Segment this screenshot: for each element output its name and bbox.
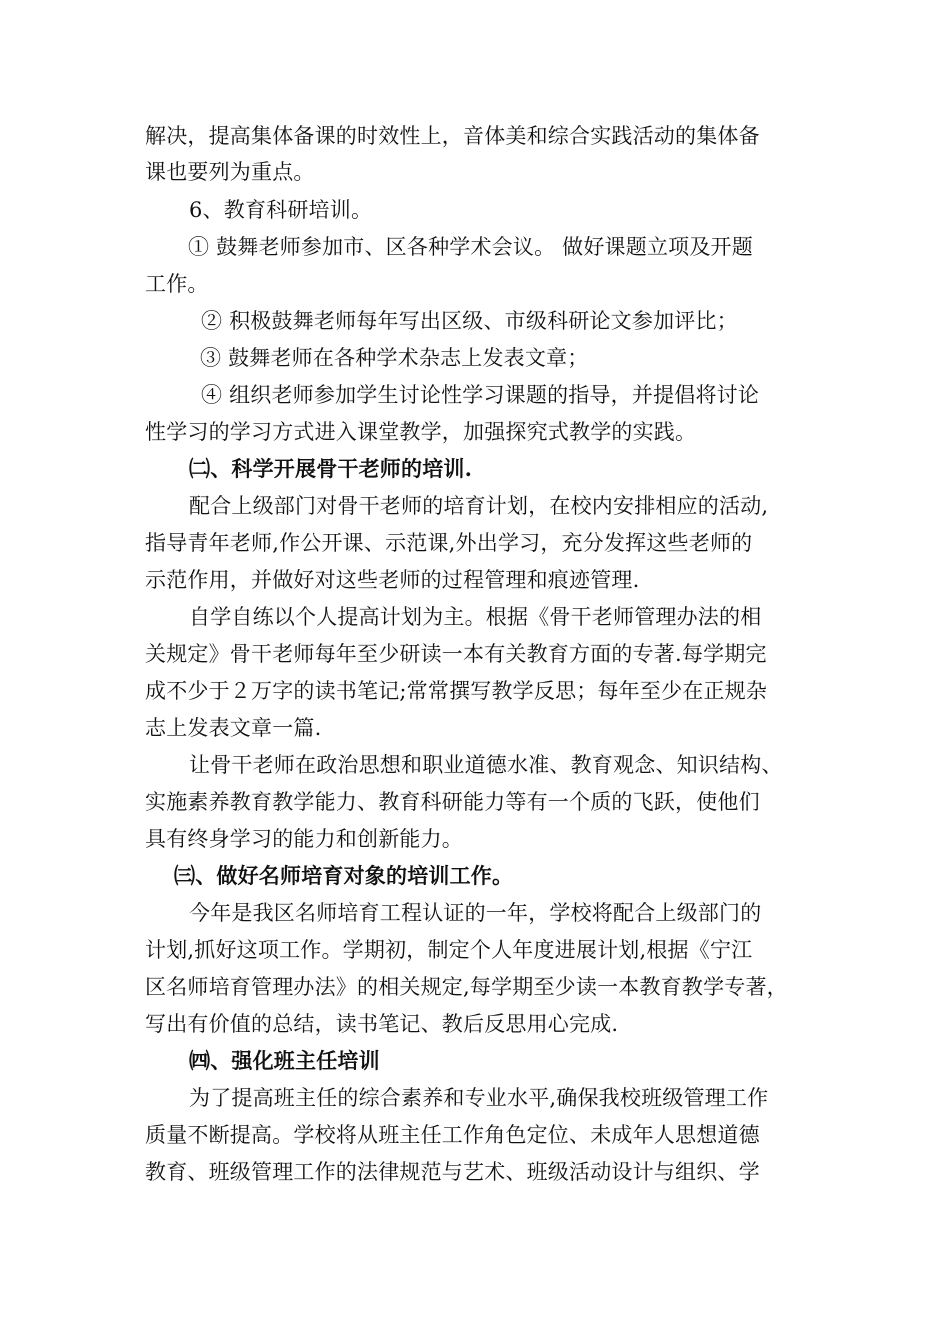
text-line: 示范作用，并做好对这些老师的过程管理和痕迹管理. [145,568,640,592]
text-line: 质量不断提高。学校将从班主任工作角色定位、未成年人思想道德 [145,1123,760,1147]
text-line: 配合上级部门对骨干老师的培育计划，在校内安排相应的活动, [189,494,769,518]
text-line: 区名师培育管理办法》的相关规定,每学期至少读一本教育教学专著， [145,975,788,999]
text-line: 自学自练以个人提高计划为主。根据《骨干老师管理办法的相 [189,605,762,629]
text-line: 6、教育科研培训。 [189,198,373,222]
text-line: ② 积极鼓舞老师每年写出区级、市级科研论文参加评比； [201,309,738,333]
text-line: ③ 鼓舞老师在各种学术杂志上发表文章； [200,346,589,370]
section-heading: ㈡、科学开展骨干老师的培训. [189,456,473,481]
text-line: 具有终身学习的能力和创新能力。 [145,827,463,851]
section-heading: ㈢、做好名师培育对象的培训工作。 [174,863,514,888]
text-line: 关规定》骨干老师每年至少研读一本有关教育方面的专著.每学期完 [145,642,767,666]
text-line: 指导青年老师,作公开课、示范课,外出学习，充分发挥这些老师的 [145,531,753,555]
text-line: ① 鼓舞老师参加市、区各种学术会议。 做好课题立项及开题 [188,235,753,259]
text-line: 解决，提高集体备课的时效性上，音体美和综合实践活动的集体备 [145,124,760,148]
text-line: 写出有价值的总结，读书笔记、教后反思用心完成. [145,1012,619,1036]
text-line: 为了提高班主任的综合素养和专业水平,确保我校班级管理工作 [189,1086,769,1110]
text-line: 志上发表文章一篇. [145,716,322,740]
text-line: 教育、班级管理工作的法律规范与艺术、班级活动设计与组织、学 [145,1160,760,1184]
text-line: 课也要列为重点。 [145,160,315,184]
text-line: ④ 组织老师参加学生讨论性学习课题的指导，并提倡将讨论 [201,383,760,407]
text-line: 成不少于２万字的读书笔记;常常撰写教学反思；每年至少在正规杂 [145,679,768,703]
text-line: 实施素养教育教学能力、教育科研能力等有一个质的飞跃，使他们 [145,790,760,814]
text-line: 让骨干老师在政治思想和职业道德水准、教育观念、知识结构、 [189,753,783,777]
text-line: 今年是我区名师培育工程认证的一年，学校将配合上级部门的 [189,901,762,925]
text-line: 计划,抓好这项工作。学期初，制定个人年度进展计划,根据《宁江 [145,938,753,962]
text-line: 性学习的学习方式进入课堂教学，加强探究式教学的实践。 [145,420,697,444]
text-line: 工作。 [145,272,209,296]
section-heading: ㈣、强化班主任培训 [189,1048,380,1073]
